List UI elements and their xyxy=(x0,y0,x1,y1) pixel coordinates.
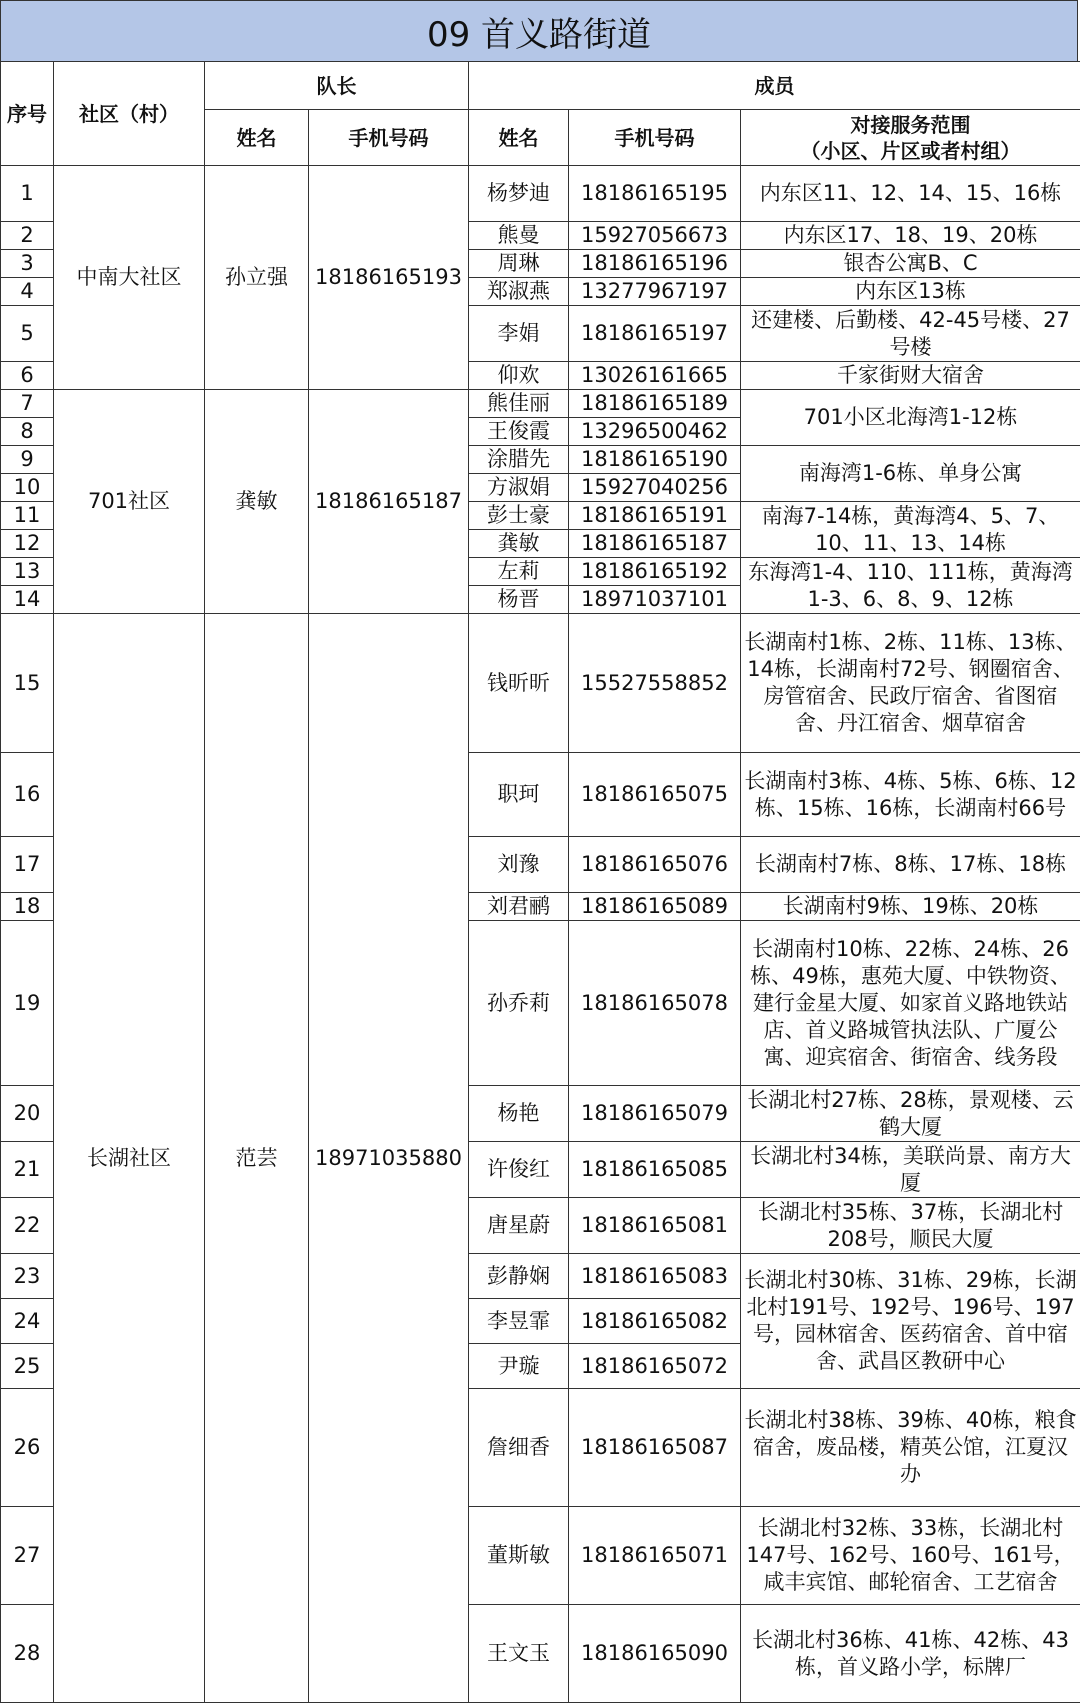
member-phone: 18186165087 xyxy=(569,1389,741,1507)
table-row xyxy=(1,390,1080,418)
member-name: 熊佳丽 xyxy=(469,390,569,418)
member-name: 刘君鹂 xyxy=(469,893,569,921)
service-scope: 东海湾1-4、110、111栋，黄海湾1-3、6、8、9、12栋 xyxy=(741,558,1080,614)
member-phone: 13296500462 xyxy=(569,418,741,446)
row-index: 27 xyxy=(1,1507,54,1605)
service-scope: 内东区13栋 xyxy=(741,278,1080,306)
row-index: 8 xyxy=(1,418,54,446)
member-name: 李昱霏 xyxy=(469,1299,569,1344)
member-name: 王文玉 xyxy=(469,1605,569,1703)
member-name: 周琳 xyxy=(469,250,569,278)
member-name: 杨梦迪 xyxy=(469,166,569,222)
service-scope: 千家街财大宿舍 xyxy=(741,362,1080,390)
captain-phone: 18186165187 xyxy=(309,390,469,614)
header-index: 序号 xyxy=(1,62,54,166)
member-phone: 13026161665 xyxy=(569,362,741,390)
member-phone: 18186165085 xyxy=(569,1142,741,1198)
member-phone: 18186165190 xyxy=(569,446,741,474)
member-phone: 18186165089 xyxy=(569,893,741,921)
header-community: 社区（村） xyxy=(54,62,205,166)
service-scope: 长湖南村7栋、8栋、17栋、18栋 xyxy=(741,837,1080,893)
member-phone: 18186165078 xyxy=(569,921,741,1086)
member-name: 左莉 xyxy=(469,558,569,586)
member-name: 孙乔莉 xyxy=(469,921,569,1086)
member-phone: 18186165189 xyxy=(569,390,741,418)
roster-table xyxy=(0,61,1080,1703)
row-index: 12 xyxy=(1,530,54,558)
member-phone: 18186165195 xyxy=(569,166,741,222)
row-index: 16 xyxy=(1,753,54,837)
member-name: 彭士豪 xyxy=(469,502,569,530)
member-phone: 18186165072 xyxy=(569,1344,741,1389)
member-name: 詹细香 xyxy=(469,1389,569,1507)
row-index: 25 xyxy=(1,1344,54,1389)
row-index: 4 xyxy=(1,278,54,306)
member-name: 杨艳 xyxy=(469,1086,569,1142)
member-phone: 18186165196 xyxy=(569,250,741,278)
row-index: 19 xyxy=(1,921,54,1086)
service-scope: 长湖南村3栋、4栋、5栋、6栋、12栋、15栋、16栋，长湖南村66号 xyxy=(741,753,1080,837)
member-phone: 18186165071 xyxy=(569,1507,741,1605)
member-name: 唐星蔚 xyxy=(469,1198,569,1254)
service-scope: 长湖北村34栋，美联尚景、南方大厦 xyxy=(741,1142,1080,1198)
member-name: 职珂 xyxy=(469,753,569,837)
service-scope: 长湖北村36栋、41栋、42栋、43栋，首义路小学，标牌厂 xyxy=(741,1605,1080,1703)
member-phone: 18186165197 xyxy=(569,306,741,362)
row-index: 2 xyxy=(1,222,54,250)
member-phone: 18186165090 xyxy=(569,1605,741,1703)
community-name: 中南大社区 xyxy=(54,166,205,390)
member-name: 仰欢 xyxy=(469,362,569,390)
row-index: 18 xyxy=(1,893,54,921)
row-index: 11 xyxy=(1,502,54,530)
table-row xyxy=(1,166,1080,222)
header-captain: 队长 xyxy=(205,62,469,110)
header-scope xyxy=(741,110,1080,166)
member-name: 尹璇 xyxy=(469,1344,569,1389)
member-name: 王俊霞 xyxy=(469,418,569,446)
member-phone: 18186165079 xyxy=(569,1086,741,1142)
row-index: 9 xyxy=(1,446,54,474)
member-name: 龚敏 xyxy=(469,530,569,558)
header-scope-line1: 对接服务范围 xyxy=(850,112,971,137)
row-index: 17 xyxy=(1,837,54,893)
service-scope: 长湖北村35栋、37栋，长湖北村208号，顺民大厦 xyxy=(741,1198,1080,1254)
member-phone: 18186165187 xyxy=(569,530,741,558)
service-scope: 长湖南村10栋、22栋、24栋、26栋、49栋，惠苑大厦、中铁物资、建行金星大厦、如家首义路地铁站店、首义路城管执法队、广厦公寓、迎宾宿舍、街宿舍、线务段 xyxy=(741,921,1080,1086)
member-phone: 18186165081 xyxy=(569,1198,741,1254)
service-scope: 内东区11、12、14、15、16栋 xyxy=(741,166,1080,222)
header-member-phone: 手机号码 xyxy=(569,110,741,166)
member-name: 熊曼 xyxy=(469,222,569,250)
row-index: 1 xyxy=(1,166,54,222)
row-index: 20 xyxy=(1,1086,54,1142)
service-scope: 长湖南村9栋、19栋、20栋 xyxy=(741,893,1080,921)
row-index: 6 xyxy=(1,362,54,390)
member-phone: 15927056673 xyxy=(569,222,741,250)
member-phone: 18186165191 xyxy=(569,502,741,530)
member-phone: 18186165076 xyxy=(569,837,741,893)
member-name: 李娟 xyxy=(469,306,569,362)
service-scope: 长湖北村30栋、31栋、29栋，长湖北村191号、192号、196号、197号，园林宿舍、医药宿舍、首中宿舍、武昌区教研中心 xyxy=(741,1254,1080,1389)
service-scope: 南海湾1-6栋、单身公寓 xyxy=(741,446,1080,502)
row-index: 13 xyxy=(1,558,54,586)
table-row xyxy=(1,614,1080,753)
row-index: 15 xyxy=(1,614,54,753)
service-scope: 内东区17、18、19、20栋 xyxy=(741,222,1080,250)
captain-name: 孙立强 xyxy=(205,166,309,390)
service-scope: 701小区北海湾1-12栋 xyxy=(741,390,1080,446)
member-phone: 18186165082 xyxy=(569,1299,741,1344)
service-scope: 银杏公寓B、C xyxy=(741,250,1080,278)
member-name: 许俊红 xyxy=(469,1142,569,1198)
header-captain-name: 姓名 xyxy=(205,110,309,166)
service-scope: 还建楼、后勤楼、42-45号楼、27号楼 xyxy=(741,306,1080,362)
header-scope-line2: （小区、片区或者村组） xyxy=(800,138,1021,163)
member-name: 方淑娟 xyxy=(469,474,569,502)
member-phone: 18186165192 xyxy=(569,558,741,586)
row-index: 14 xyxy=(1,586,54,614)
member-phone: 18186165083 xyxy=(569,1254,741,1299)
header-captain-phone: 手机号码 xyxy=(309,110,469,166)
row-index: 5 xyxy=(1,306,54,362)
row-index: 28 xyxy=(1,1605,54,1703)
member-name: 董斯敏 xyxy=(469,1507,569,1605)
service-scope: 南海7-14栋，黄海湾4、5、7、10、11、13、14栋 xyxy=(741,502,1080,558)
service-scope: 长湖北村27栋、28栋，景观楼、云鹤大厦 xyxy=(741,1086,1080,1142)
row-index: 24 xyxy=(1,1299,54,1344)
service-scope: 长湖北村38栋、39栋、40栋，粮食宿舍，废品楼，精英公馆，江夏汉办 xyxy=(741,1389,1080,1507)
header-member-name: 姓名 xyxy=(469,110,569,166)
member-name: 刘豫 xyxy=(469,837,569,893)
captain-phone: 18186165193 xyxy=(309,166,469,390)
row-index: 26 xyxy=(1,1389,54,1507)
captain-name: 龚敏 xyxy=(205,390,309,614)
member-phone: 13277967197 xyxy=(569,278,741,306)
member-name: 彭静娴 xyxy=(469,1254,569,1299)
member-name: 涂腊先 xyxy=(469,446,569,474)
header-members: 成员 xyxy=(469,62,1080,110)
captain-name: 范芸 xyxy=(205,614,309,1703)
community-name: 701社区 xyxy=(54,390,205,614)
row-index: 23 xyxy=(1,1254,54,1299)
service-scope: 长湖北村32栋、33栋，长湖北村147号、162号、160号、161号，咸丰宾馆、邮轮宿舍、工艺宿舍 xyxy=(741,1507,1080,1605)
member-phone: 18971037101 xyxy=(569,586,741,614)
member-name: 钱昕昕 xyxy=(469,614,569,753)
member-name: 郑淑燕 xyxy=(469,278,569,306)
row-index: 22 xyxy=(1,1198,54,1254)
member-phone: 18186165075 xyxy=(569,753,741,837)
member-name: 杨晋 xyxy=(469,586,569,614)
captain-phone: 18971035880 xyxy=(309,614,469,1703)
row-index: 3 xyxy=(1,250,54,278)
row-index: 7 xyxy=(1,390,54,418)
row-index: 10 xyxy=(1,474,54,502)
member-phone: 15527558852 xyxy=(569,614,741,753)
member-phone: 15927040256 xyxy=(569,474,741,502)
page-title: 09 首义路街道 xyxy=(0,0,1078,61)
community-name: 长湖社区 xyxy=(54,614,205,1703)
service-scope: 长湖南村1栋、2栋、11栋、13栋、14栋，长湖南村72号、钢圈宿舍、房管宿舍、民政厅宿舍、省图宿舍、丹江宿舍、烟草宿舍 xyxy=(741,614,1080,753)
row-index: 21 xyxy=(1,1142,54,1198)
